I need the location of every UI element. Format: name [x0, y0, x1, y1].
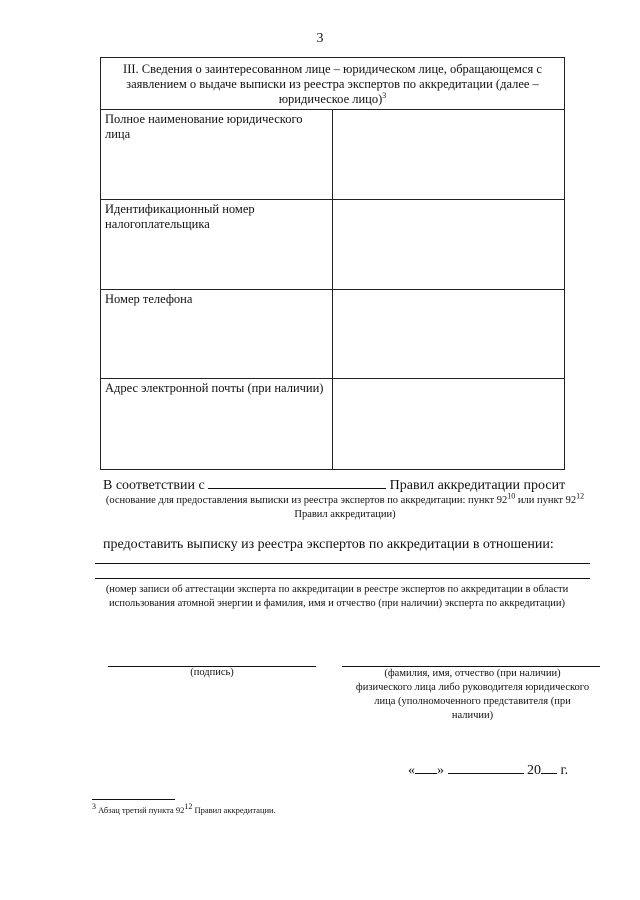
expert-record-line-1[interactable] — [95, 563, 590, 564]
footnote-text-end: Правил аккредитации. — [192, 805, 276, 815]
basis-note — [90, 491, 600, 522]
month-blank[interactable] — [448, 761, 524, 774]
row-label-inn: Идентификационный номер налогоплательщика — [101, 200, 333, 290]
signature-caption: (подпись) — [190, 667, 234, 678]
basis-ref-10: 10 — [507, 491, 516, 501]
request-prefix: В соответствии с — [103, 478, 205, 493]
row-label-email: Адрес электронной почты (при наличии) — [101, 379, 333, 470]
legal-entity-info-table — [100, 57, 565, 470]
provide-statement: предоставить выписку из реестра экспертов по аккредитации в отношении: — [103, 537, 554, 552]
row-label-phone: Номер телефона — [101, 290, 333, 379]
field-inn[interactable] — [333, 200, 565, 290]
expert-record-note: (номер записи об аттестации эксперта по аккредитации в реестре экспертов по аккредитации в области использования атомной энергии и фамилия, имя и отчество (при наличии) эксперта по аккредитации) — [105, 584, 569, 609]
field-full-name[interactable] — [333, 110, 565, 200]
year-prefix: 20 — [527, 763, 541, 778]
basis-note-mid: или пункт 92 — [515, 495, 577, 506]
basis-blank-field[interactable] — [208, 476, 386, 489]
footnote-text-start: Абзац третий пункта 92 — [96, 805, 185, 815]
date-close-quote: » — [437, 763, 444, 778]
field-email[interactable] — [333, 379, 565, 470]
year-suffix: г. — [560, 763, 569, 778]
date-open-quote: « — [408, 763, 415, 778]
footnote-ref-12: 12 — [184, 802, 193, 812]
basis-ref-12: 12 — [576, 491, 585, 501]
row-label-full-name: Полное наименование юридического лица — [101, 110, 333, 200]
footnote-mark: 3 — [92, 802, 96, 812]
section-heading-text: III. Сведения о заинтересованном лице – юридическом лице, обращающемся с заявлением о выдаче выписки из реестра экспертов по аккредитации (далее – юридическое лицо) — [123, 62, 542, 106]
section-heading — [101, 58, 565, 110]
basis-note-end: Правил аккредитации) — [294, 509, 396, 520]
footnote — [92, 802, 276, 815]
year-blank[interactable] — [541, 761, 557, 774]
footnote-divider — [92, 799, 175, 800]
basis-note-start: (основание для предоставления выписки из реестра экспертов по аккредитации: пункт 92 — [105, 495, 508, 506]
day-blank[interactable] — [415, 761, 437, 774]
expert-record-line-2[interactable] — [95, 578, 590, 579]
footnote-ref: 3 — [382, 90, 387, 100]
request-line — [103, 476, 565, 494]
name-caption: (фамилия, имя, отчество (при наличии) физического лица либо руководителя юридического лица (уполномоченного представителя (при наличии) — [355, 668, 590, 721]
request-suffix: Правил аккредитации просит — [389, 478, 566, 493]
date-line — [408, 761, 568, 779]
field-phone[interactable] — [333, 290, 565, 379]
page-number: 3 — [316, 31, 324, 46]
